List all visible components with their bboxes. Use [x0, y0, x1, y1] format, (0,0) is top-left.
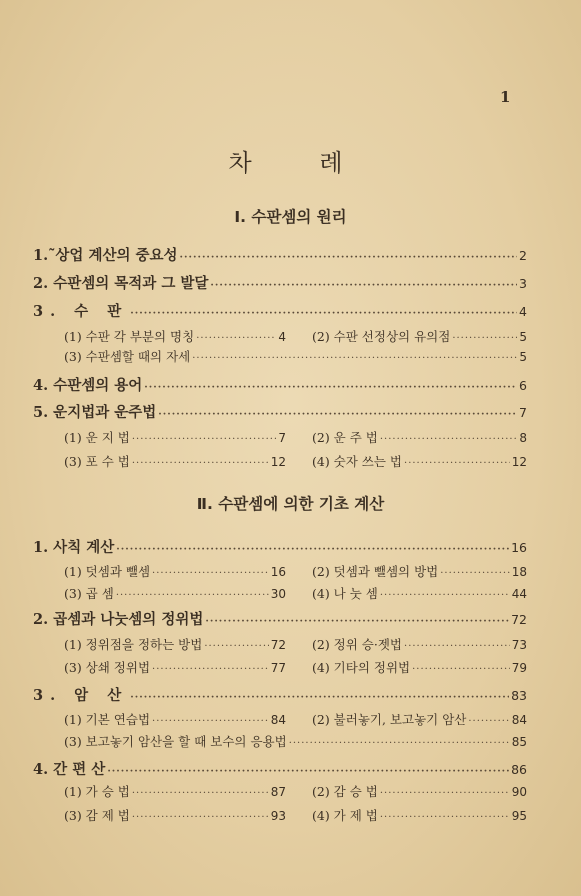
toc-subentry-label: (1) 운 지 법: [64, 430, 130, 445]
leader-dots: [205, 616, 509, 627]
toc-entry[interactable]: [33, 374, 527, 395]
toc-subentry-page: 16: [270, 565, 286, 579]
toc-entry-label: 1. 사칙 계산: [33, 539, 115, 556]
toc-entry[interactable]: [33, 244, 527, 265]
toc-subentry-label: (2) 수판 선정상의 유의점: [312, 329, 451, 344]
toc-subentry-label: (1) 덧셈과 뺄셈: [64, 564, 151, 579]
toc-subentry[interactable]: [312, 562, 527, 580]
toc-subentry-label: (2) 덧셈과 뺄셈의 방법: [312, 564, 439, 579]
leader-dots: [192, 353, 517, 364]
toc-subentry-label: (1) 수판 각 부분의 명칭: [64, 329, 195, 344]
toc-entry[interactable]: [33, 758, 527, 779]
toc-entry-label: 2. 수판셈의 목적과 그 발달: [33, 275, 209, 292]
toc-subentry[interactable]: [64, 327, 286, 345]
leader-dots: [130, 308, 517, 319]
toc-subentry-label: (3) 수판셈할 때의 자세: [64, 349, 191, 364]
toc-subentry-page: 44: [511, 587, 527, 601]
toc-entry[interactable]: [33, 536, 527, 557]
toc-subentry[interactable]: [64, 806, 286, 824]
toc-subentry-page: 90: [511, 785, 527, 799]
toc-subentry-label: (1) 가 승 법: [64, 784, 130, 799]
toc-entry-page: 72: [511, 612, 527, 627]
toc-entry-page: 7: [519, 405, 527, 420]
leader-dots: [404, 458, 510, 469]
toc-subentry-label: (3) 곱 셈: [64, 586, 114, 601]
leader-dots: [210, 280, 517, 291]
toc-entry-page: 4: [519, 304, 527, 319]
toc-subentry-label: (2) 감 승 법: [312, 784, 378, 799]
toc-subentry-page: 7: [278, 431, 286, 445]
leader-dots: [132, 812, 269, 823]
leader-dots: [468, 716, 509, 727]
toc-subentry-label: (1) 정위점을 정하는 방법: [64, 637, 203, 652]
toc-subentry[interactable]: [312, 635, 527, 653]
toc-entry-page: 83: [511, 688, 527, 703]
toc-entry-label: 1.˜상업 계산의 중요성: [33, 247, 178, 264]
toc-entry-page: 16: [511, 540, 527, 555]
toc-subentry-label: (2) 운 주 법: [312, 430, 378, 445]
toc-subentry-page: 12: [511, 455, 527, 469]
toc-subentry-page: 8: [519, 431, 527, 445]
leader-dots: [380, 590, 510, 601]
toc-subentry[interactable]: [312, 584, 527, 602]
toc-subentry-page: 4: [278, 330, 286, 344]
toc-subentry[interactable]: [64, 732, 527, 750]
toc-subentry-label: (3) 포 수 법: [64, 454, 130, 469]
toc-entry[interactable]: [33, 401, 527, 422]
leader-dots: [180, 252, 518, 263]
toc-entry-label: 2. 곱셈과 나눗셈의 정위법: [33, 611, 204, 628]
toc-entry-label: 5. 운지법과 운주법: [33, 404, 157, 421]
leader-dots: [152, 568, 269, 579]
toc-subentry-page: 84: [270, 713, 286, 727]
section-1-title: Ⅰ. 수판셈의 원리: [234, 208, 347, 226]
leader-dots: [116, 590, 269, 601]
toc-subentry[interactable]: [64, 347, 527, 365]
toc-subentry-label: (3) 보고놓기 암산을 할 때 보수의 응용법: [64, 734, 287, 749]
toc-subentry[interactable]: [64, 452, 286, 470]
toc-subentry-page: 87: [270, 785, 286, 799]
leader-dots: [107, 766, 509, 777]
toc-subentry-page: 18: [511, 565, 527, 579]
toc-entry-page: 6: [519, 378, 527, 393]
toc-subentry-label: (3) 상쇄 정위법: [64, 660, 151, 675]
leader-dots: [380, 812, 510, 823]
toc-entry[interactable]: [33, 684, 527, 705]
toc-entry[interactable]: [33, 300, 527, 321]
toc-subentry-page: 93: [270, 809, 286, 823]
leader-dots: [116, 544, 509, 555]
toc-subentry-label: (1) 기본 연습법: [64, 712, 151, 727]
toc-subentry[interactable]: [64, 782, 286, 800]
leader-dots: [452, 333, 517, 344]
toc-subentry[interactable]: [312, 452, 527, 470]
toc-entry-page: 86: [511, 762, 527, 777]
toc-entry-label: 4. 수판셈의 용어: [33, 377, 143, 394]
leader-dots: [132, 458, 269, 469]
toc-subentry[interactable]: [312, 428, 527, 446]
toc-entry-page: 2: [519, 248, 527, 263]
toc-subentry-label: (2) 정위 승·젯법: [312, 637, 403, 652]
toc-subentry[interactable]: [312, 782, 527, 800]
leader-dots: [289, 738, 510, 749]
leader-dots: [380, 788, 510, 799]
toc-subentry[interactable]: [64, 584, 286, 602]
toc-subentry-page: 5: [519, 350, 527, 364]
toc-subentry-label: (4) 숫자 쓰는 법: [312, 454, 403, 469]
toc-subentry-page: 73: [511, 638, 527, 652]
toc-subentry[interactable]: [312, 806, 527, 824]
toc-entry-page: 3: [519, 276, 527, 291]
toc-subentry-label: (2) 불러놓기, 보고놓기 암산: [312, 712, 467, 727]
toc-subentry-page: 12: [270, 455, 286, 469]
toc-subentry-label: (4) 나 눗 셈: [312, 586, 378, 601]
toc-subentry-page: 72: [270, 638, 286, 652]
toc-entry-label: 3. 수 판: [33, 303, 129, 320]
toc-subentry[interactable]: [64, 710, 286, 728]
toc-subentry-page: 79: [511, 661, 527, 675]
toc-subentry-label: (4) 가 제 법: [312, 808, 378, 823]
toc-subentry[interactable]: [312, 658, 527, 676]
leader-dots: [204, 641, 268, 652]
section-2-title: Ⅱ. 수판셈에 의한 기초 계산: [196, 495, 385, 513]
leader-dots: [130, 692, 509, 703]
toc-subentry[interactable]: [64, 428, 286, 446]
toc-subentry-page: 95: [511, 809, 527, 823]
toc-subentry-label: (4) 기타의 정위법: [312, 660, 411, 675]
leader-dots: [412, 664, 510, 675]
toc-subentry[interactable]: [312, 327, 527, 345]
toc-entry-label: 3. 암 산: [33, 687, 129, 704]
toc-entry[interactable]: [33, 272, 527, 293]
toc-subentry[interactable]: [64, 658, 286, 676]
toc-subentry-page: 84: [511, 713, 527, 727]
page-title: 차 례: [228, 149, 373, 177]
toc-subentry-page: 30: [270, 587, 286, 601]
toc-entry-label: 4. 간 편 산: [33, 761, 106, 778]
leader-dots: [152, 716, 269, 727]
leader-dots: [132, 788, 269, 799]
toc-subentry[interactable]: [64, 635, 286, 653]
toc-subentry[interactable]: [312, 710, 527, 728]
toc-entry[interactable]: [33, 608, 527, 629]
toc-subentry-page: 85: [511, 735, 527, 749]
page-number: 1: [500, 88, 511, 106]
leader-dots: [158, 409, 517, 420]
toc-subentry[interactable]: [64, 562, 286, 580]
leader-dots: [404, 641, 510, 652]
leader-dots: [196, 333, 276, 344]
leader-dots: [440, 568, 509, 579]
leader-dots: [152, 664, 269, 675]
leader-dots: [144, 382, 517, 393]
toc-subentry-page: 77: [270, 661, 286, 675]
leader-dots: [380, 434, 518, 445]
toc-subentry-page: 5: [519, 330, 527, 344]
toc-subentry-label: (3) 감 제 법: [64, 808, 130, 823]
leader-dots: [132, 434, 277, 445]
